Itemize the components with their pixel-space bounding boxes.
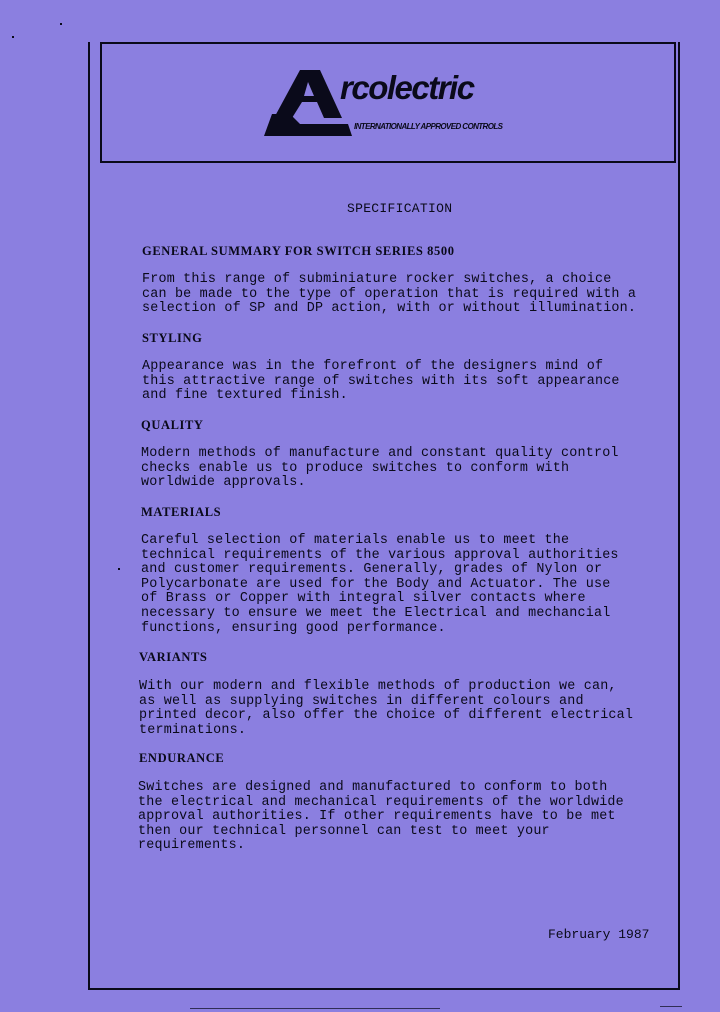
- materials-text: Careful selection of materials enable us to meet the technical requirements of the various approval authorities and customer requirements. Generally, grades of Nylon or Polycarbonate are used for the Body and Actuator. The use of Brass or Copper with integral silver contacts where necessary to ensure we meet the Electrical and mechancial functions, ensuring good performance.: [141, 533, 619, 636]
- endurance-text: Switches are designed and manufactured to conform to both the electrical and mechanical requirements of the worldwide approval authorities. If other requirements have to be met then our technical personnel can test to meet your requirements.: [138, 780, 624, 854]
- scan-speck: [12, 36, 14, 38]
- quality-heading: QUALITY: [141, 418, 204, 432]
- summary-heading: GENERAL SUMMARY FOR SWITCH SERIES 8500: [142, 244, 455, 258]
- scan-edge-line: [660, 1006, 682, 1007]
- document-title: SPECIFICATION: [347, 201, 453, 216]
- quality-text: Modern methods of manufacture and constant quality control checks enable us to produce switches to conform with worldwide approvals.: [141, 446, 619, 491]
- variants-heading: VARIANTS: [139, 650, 208, 664]
- scan-speck: [118, 568, 120, 570]
- materials-heading: MATERIALS: [141, 505, 222, 519]
- brand-tagline: INTERNATIONALLY APPROVED CONTROLS: [354, 122, 503, 131]
- document-date: February 1987: [548, 927, 650, 942]
- brand-name: rcolectric: [340, 69, 474, 106]
- arcolectric-logo: [262, 68, 524, 140]
- styling-text: Appearance was in the forefront of the designers mind of this attractive range of switches with its soft appearance and fine textured finish.: [142, 359, 620, 404]
- endurance-heading: ENDURANCE: [139, 751, 225, 765]
- variants-text: With our modern and flexible methods of production we can, as well as supplying switches in different colours and printed decor, also offer the choice of different electrical terminations.: [139, 679, 634, 738]
- scan-speck: [60, 23, 62, 25]
- styling-heading: STYLING: [142, 331, 203, 345]
- scan-edge-line: [190, 1008, 440, 1009]
- summary-text: From this range of subminiature rocker switches, a choice can be made to the type of operation that is required with a selection of SP and DP action, with or without illumination.: [142, 272, 637, 317]
